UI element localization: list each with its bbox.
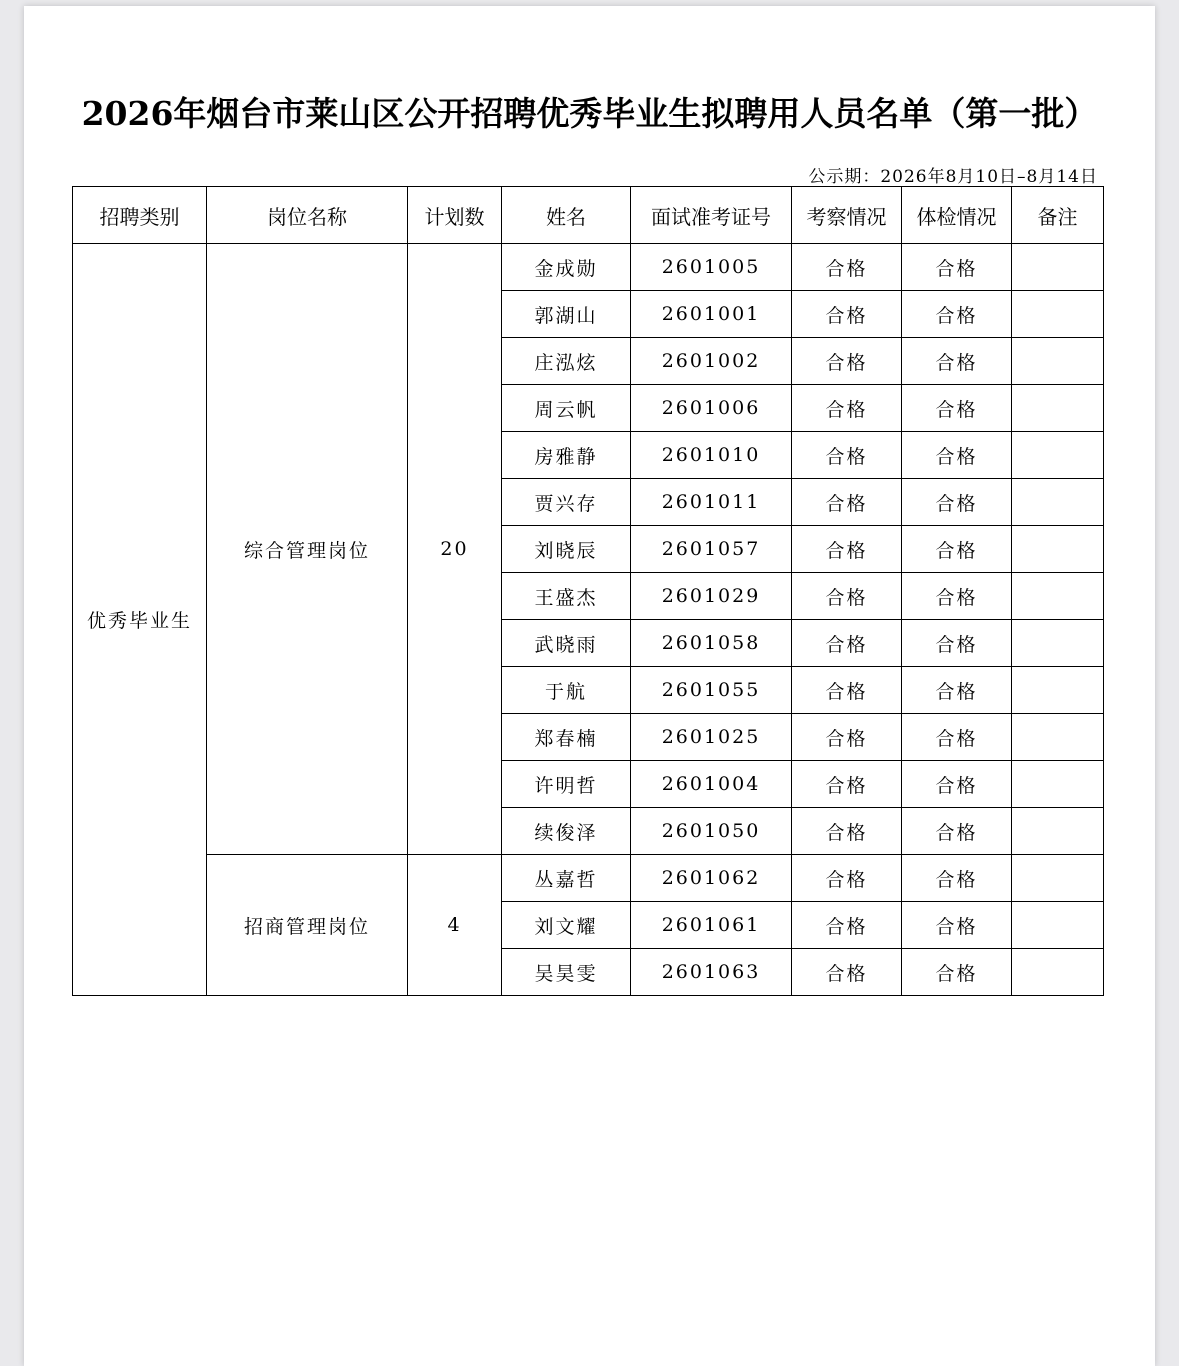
exam-id-cell: 2601063 (631, 949, 792, 996)
inspection-result-cell: 合格 (792, 808, 902, 855)
candidate-name-cell: 丛嘉哲 (502, 855, 631, 902)
inspection-result-cell: 合格 (792, 338, 902, 385)
inspection-result-cell: 合格 (792, 667, 902, 714)
header-name: 姓名 (502, 187, 631, 244)
exam-id-cell: 2601061 (631, 902, 792, 949)
inspection-result-cell: 合格 (792, 714, 902, 761)
candidate-name-cell: 庄泓炫 (502, 338, 631, 385)
header-category: 招聘类别 (73, 187, 207, 244)
medical-result-cell: 合格 (902, 526, 1012, 573)
exam-id-cell: 2601011 (631, 479, 792, 526)
medical-result-cell: 合格 (902, 902, 1012, 949)
medical-result-cell: 合格 (902, 244, 1012, 291)
note-cell (1012, 949, 1104, 996)
medical-result-cell: 合格 (902, 573, 1012, 620)
candidate-name-cell: 周云帆 (502, 385, 631, 432)
medical-result-cell: 合格 (902, 761, 1012, 808)
exam-id-cell: 2601001 (631, 291, 792, 338)
medical-result-cell: 合格 (902, 385, 1012, 432)
medical-result-cell: 合格 (902, 338, 1012, 385)
header-medical: 体检情况 (902, 187, 1012, 244)
exam-id-cell: 2601062 (631, 855, 792, 902)
header-plan: 计划数 (408, 187, 502, 244)
note-cell (1012, 667, 1104, 714)
inspection-result-cell: 合格 (792, 526, 902, 573)
category-cell: 优秀毕业生 (73, 244, 207, 996)
note-cell (1012, 244, 1104, 291)
candidate-name-cell: 于航 (502, 667, 631, 714)
medical-result-cell: 合格 (902, 714, 1012, 761)
exam-id-cell: 2601006 (631, 385, 792, 432)
candidate-name-cell: 刘文耀 (502, 902, 631, 949)
candidate-name-cell: 房雅静 (502, 432, 631, 479)
candidate-name-cell: 刘晓辰 (502, 526, 631, 573)
note-cell (1012, 526, 1104, 573)
exam-id-cell: 2601005 (631, 244, 792, 291)
candidate-name-cell: 郭湖山 (502, 291, 631, 338)
exam-id-cell: 2601004 (631, 761, 792, 808)
medical-result-cell: 合格 (902, 291, 1012, 338)
note-cell (1012, 761, 1104, 808)
inspection-result-cell: 合格 (792, 385, 902, 432)
inspection-result-cell: 合格 (792, 479, 902, 526)
medical-result-cell: 合格 (902, 479, 1012, 526)
candidate-name-cell: 郑春楠 (502, 714, 631, 761)
header-exam-id: 面试准考证号 (631, 187, 792, 244)
position-name-cell: 招商管理岗位 (207, 855, 408, 996)
candidate-name-cell: 吴昊雯 (502, 949, 631, 996)
document-page (24, 6, 1155, 1366)
exam-id-cell: 2601025 (631, 714, 792, 761)
plan-count-cell: 20 (408, 244, 502, 855)
candidate-name-cell: 许明哲 (502, 761, 631, 808)
table-header-row (73, 187, 1104, 244)
medical-result-cell: 合格 (902, 620, 1012, 667)
exam-id-cell: 2601055 (631, 667, 792, 714)
note-cell (1012, 338, 1104, 385)
note-cell (1012, 291, 1104, 338)
inspection-result-cell: 合格 (792, 902, 902, 949)
note-cell (1012, 573, 1104, 620)
note-cell (1012, 902, 1104, 949)
candidate-name-cell: 武晓雨 (502, 620, 631, 667)
note-cell (1012, 479, 1104, 526)
exam-id-cell: 2601002 (631, 338, 792, 385)
inspection-result-cell: 合格 (792, 244, 902, 291)
medical-result-cell: 合格 (902, 667, 1012, 714)
inspection-result-cell: 合格 (792, 573, 902, 620)
inspection-result-cell: 合格 (792, 432, 902, 479)
inspection-result-cell: 合格 (792, 855, 902, 902)
inspection-result-cell: 合格 (792, 761, 902, 808)
publicity-period: 公示期：2026年8月10日–8月14日 (808, 167, 1098, 187)
hiring-roster-table (72, 186, 1104, 996)
medical-result-cell: 合格 (902, 432, 1012, 479)
candidate-name-cell: 贾兴存 (502, 479, 631, 526)
medical-result-cell: 合格 (902, 949, 1012, 996)
note-cell (1012, 855, 1104, 902)
note-cell (1012, 432, 1104, 479)
table-row (73, 244, 1104, 291)
medical-result-cell: 合格 (902, 855, 1012, 902)
document-title: 2026年烟台市莱山区公开招聘优秀毕业生拟聘用人员名单（第一批） (81, 94, 1098, 133)
table-row (73, 855, 1104, 902)
candidate-name-cell: 金成勋 (502, 244, 631, 291)
candidate-name-cell: 续俊泽 (502, 808, 631, 855)
note-cell (1012, 620, 1104, 667)
header-note: 备注 (1012, 187, 1104, 244)
exam-id-cell: 2601057 (631, 526, 792, 573)
candidate-name-cell: 王盛杰 (502, 573, 631, 620)
note-cell (1012, 714, 1104, 761)
inspection-result-cell: 合格 (792, 291, 902, 338)
inspection-result-cell: 合格 (792, 949, 902, 996)
exam-id-cell: 2601050 (631, 808, 792, 855)
exam-id-cell: 2601029 (631, 573, 792, 620)
header-position: 岗位名称 (207, 187, 408, 244)
exam-id-cell: 2601058 (631, 620, 792, 667)
exam-id-cell: 2601010 (631, 432, 792, 479)
table-body (73, 244, 1104, 996)
note-cell (1012, 385, 1104, 432)
header-inspection: 考察情况 (792, 187, 902, 244)
position-name-cell: 综合管理岗位 (207, 244, 408, 855)
medical-result-cell: 合格 (902, 808, 1012, 855)
plan-count-cell: 4 (408, 855, 502, 996)
inspection-result-cell: 合格 (792, 620, 902, 667)
note-cell (1012, 808, 1104, 855)
